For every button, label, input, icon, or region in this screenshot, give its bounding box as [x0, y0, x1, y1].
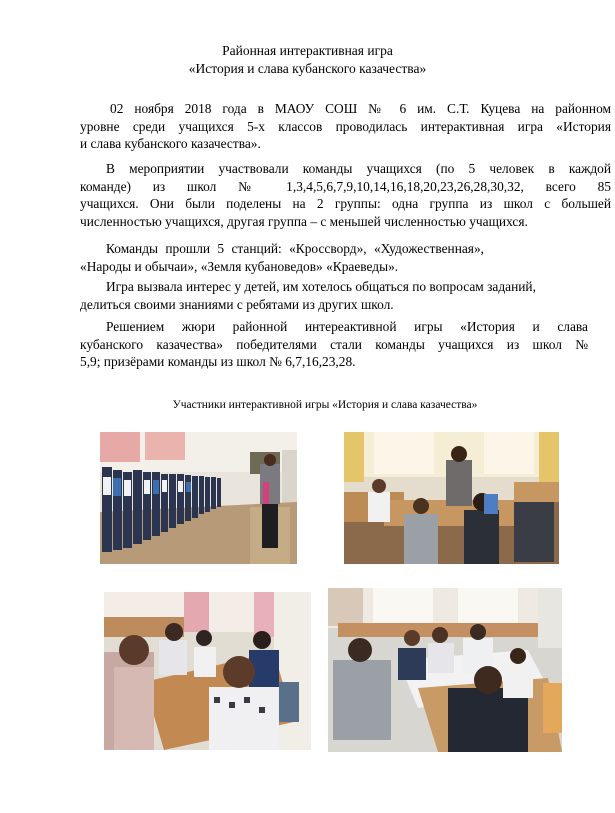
paragraph-1-line-3: и слава кубанского казачества». [80, 136, 261, 152]
paragraph-1 [80, 100, 611, 153]
photo-students-lineup [100, 432, 297, 564]
paragraph-2 [80, 160, 611, 230]
paragraph-1-line-1: 02 ноября 2018 года в МАОУ СОШ № 6 им. С.Т. Куцева на районном [110, 101, 611, 116]
paragraph-2-line-1: В мероприятии участвовали команды учащихся (по 5 человек в каждой [106, 161, 611, 176]
paragraph-2-line-4: численностью учащихся, другая группа – с меньшей численностью учащихся. [80, 213, 528, 229]
paragraph-3-line-1: Команды прошли 5 станций: «Кроссворд», «Художественная», [106, 241, 485, 256]
paragraph-4-line-1: Игра вызвала интерес у детей, им хотелось общаться по вопросам заданий, [106, 279, 536, 294]
paragraph-3 [80, 240, 611, 275]
title-line-2: «История и слава кубанского казачества» [188, 61, 427, 76]
title-line-1: Районная интерактивная игра [222, 43, 393, 58]
paragraph-5-line-3: 5,9; призёрами команды из школ № 6,7,16,23,28. [80, 354, 356, 370]
paragraph-5 [80, 318, 588, 371]
paragraph-2-line-3: учащихся. Они были поделены на 2 группы: одна группа из школ с большей [80, 196, 611, 212]
photo-teacher-at-table [344, 432, 559, 564]
photo-classroom-group [328, 588, 562, 752]
paragraph-5-line-2: кубанского казачества» победителями стали команды учащихся из школ № [80, 336, 588, 352]
paragraph-5-line-1: Решением жюри районной интереактивной игры «История и слава [106, 319, 588, 334]
paragraph-2-line-2: команде) из школ № 1,3,4,5,6,7,9,10,14,16,18,20,23,26,28,30,32, всего 85 [80, 178, 611, 194]
paragraph-4-line-2: делиться своими знаниями с ребятами из других школ. [80, 296, 394, 312]
paragraph-4 [80, 278, 611, 313]
paragraph-1-line-2: уровне среди учащихся 5-х классов проводилась интерактивная игра «История [80, 118, 611, 134]
photo-students-at-desks [104, 592, 311, 750]
photo-caption: Участники интерактивной игры «История и слава казачества» [172, 399, 478, 411]
paragraph-3-line-2: «Народы и обычаи», «Земля кубановедов» «Краеведы». [80, 258, 399, 274]
